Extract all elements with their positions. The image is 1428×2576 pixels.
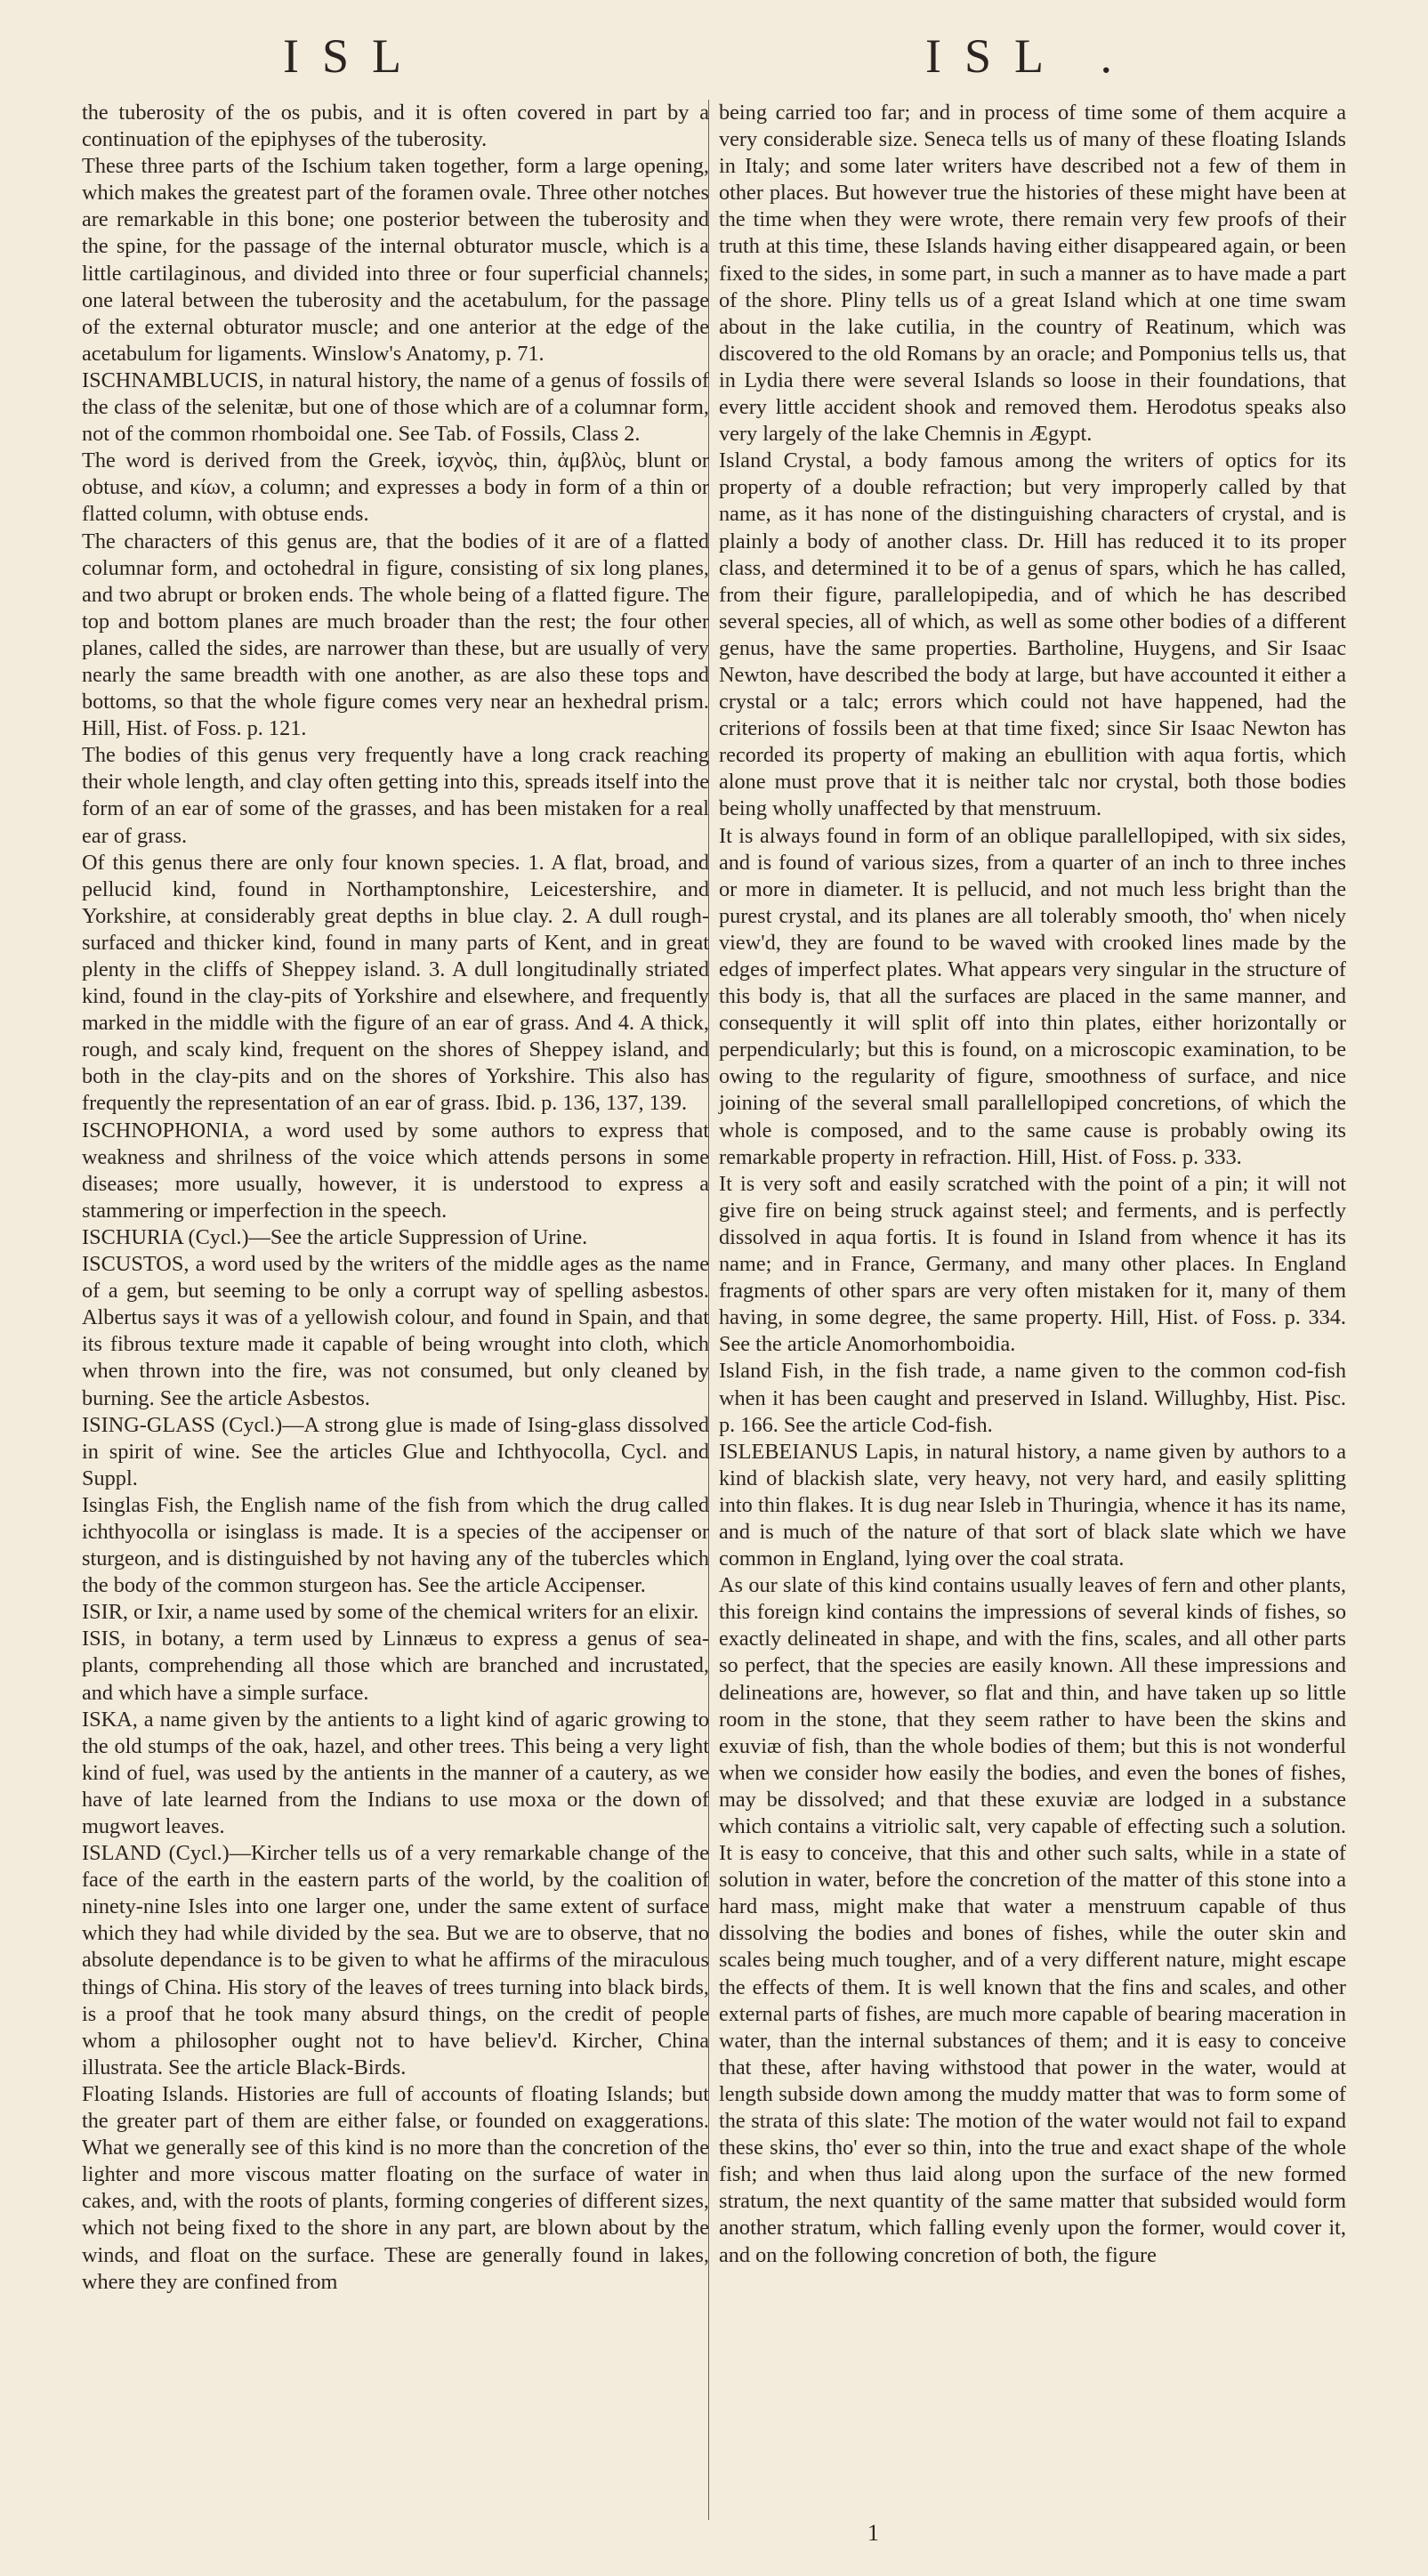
- signature-mark: 1: [867, 2520, 879, 2546]
- entry-island: ISLAND (Cycl.)—Kircher tells us of a very remarkable change of the face of the earth in the eastern parts of the world, by the coalition of ninety-nine Isles into one larger one, under the same extent of surface which they had while divided by the sea. But we are to observe, that no absolute dependance is to be given to what he affirms of the miraculous things of China. His story of the leaves of trees turning into black birds, is a proof that he took many absurd things, on the credit of people whom a philosopher ought not to have believ'd. Kircher, China illustrata. See the article Black-Birds.: [82, 1841, 709, 2079]
- paragraph: It is always found in form of an oblique parallellopiped, with six sides, and is found of various sizes, from a quarter of an inch to three inches or more in diameter. It is pellucid, and not much less bright than the purest crystal, and its planes are all tolerably smooth, tho' when nicely view'd, they are found to be waved with crooked lines made by the edges of imperfect plates. What appears very singular in the structure of this body is, that all the surfaces are placed in the same manner, and consequently it will split off into thin plates, either horizontally or perpendicularly; but this is found, on a microscopic examination, to be owing to the regularity of figure, smoothness of surface, and nice joining of the several small parallellopiped concretions, of which the whole is composed, and to the same cause is probably owing its remarkable property in refraction. Hill, Hist. of Foss. p. 333.: [719, 823, 1346, 1169]
- entry-ising-glass: ISING-GLASS (Cycl.)—A strong glue is made of Ising-glass dissolved in spirit of wine. See the articles Glue and Ichthyocolla, Cycl. and Suppl.: [82, 1412, 709, 1490]
- entry-isir: ISIR, or Ixir, a name used by some of the chemical writers for an elixir.: [82, 1600, 699, 1625]
- entry-iscustos: ISCUSTOS, a word used by the writers of the middle ages as the name of a gem, but seeming to be only a corrupt way of spelling asbestos. Albertus says it was of a yellowish colour, and found in Spain, and that its fibrous texture made it capable of being wrought into cloth, which when thrown into the fire, was not consumed, but only cleaned by burning. See the article Asbestos.: [82, 1252, 709, 1410]
- paragraph: being carried too far; and in process of time some of them acquire a very considerable size. Seneca tells us of many of these floating Islands in Italy; and some later writers have described not a few of them in other places. But however true the histories of these might have been at the time when they were wrote, there remain very few proofs of their truth at this time, these Islands having either disappeared again, or been fixed to the sides, in some part, in such a manner as to have made a part of the shore. Pliny tells us of a great Island which at one time swam about in the lake cutilia, in the country of Reatinum, which was discovered to the old Romans by an oracle; and Pomponius tells us, that in Lydia there were several Islands so loose in their foundations, that every little accident shook and removed them. Herodotus speaks also very largely of the lake Chemnis in Ægypt.: [719, 101, 1346, 447]
- entry-ischuria: ISCHURIA (Cycl.)—See the article Suppression of Urine.: [82, 1224, 588, 1249]
- entry-floating-islands: Floating Islands. Histories are full of accounts of floating Islands; but the greater part of them are either false, or founded on exaggerations. What we generally see of this kind is no more than the concretion of the lighter and more viscous matter floating on the surface of water in cakes, and, with the roots of plants, forming congeries of different sizes, which not being fixed to the shore in any part, are blown about by the winds, and float on the surface. These are generally found in lakes, where they are confined from: [82, 2081, 709, 2294]
- paragraph: It is very soft and easily scratched with the point of a pin; it will not give fire on being struck against steel; and ferments, and is perfectly dissolved in aqua fortis. It is found in Island from whence it has its name; and in France, Germany, and many other places. In England fragments of other spars are very often mistaken for it, many of them having, in some degree, the same property. Hill, Hist. of Foss. p. 334. See the article Anomorhomboidia.: [719, 1171, 1346, 1357]
- entry-islebeianus: ISLEBEIANUS Lapis, in natural history, a name given by authors to a kind of blackish slate, very heavy, not very hard, and easily splitting into thin flakes. It is dug near Isleb in Thuringia, whence it has its name, and is much of the nature of that sort of black slate which we have common in England, lying over the coal strata.: [719, 1439, 1346, 1571]
- entry-island-crystal: Island Crystal, a body famous among the writers of optics for its property of a double refraction; but very improperly called by that name, as it has none of the distinguishing characters of crystal, and is plainly a body of another class. Dr. Hill has reduced it to its proper class, and determined it to be of a genus of spars, which he has called, from their figure, parallelopipedia, and of which he has described several species, all of which, as well as some other bodies of a different genus, have the same properties. Bartholine, Huygens, and Sir Isaac Newton, have described the body at large, but have accounted it either a crystal or a talc; errors which could not have happened, had the criterions of fossils been at that time fixed; since Sir Isaac Newton has recorded its property of making an ebullition with aqua fortis, which alone must prove that it is neither talc nor crystal, both those bodies being wholly unaffected by that menstruum.: [719, 448, 1346, 821]
- header-right: ISL .: [925, 29, 1135, 83]
- entry-isis: ISIS, in botany, a term used by Linnæus to express a genus of sea-plants, comprehending all those which are branched and incrustated, and which have a simple surface.: [82, 1627, 709, 1705]
- right-column: [719, 100, 1346, 2269]
- entry-ischnophonia: ISCHNOPHONIA, a word used by some authors to express that weakness and shrilness of the voice which attends persons in some diseases; more usually, however, it is understood to express a stammering or imperfection in the speech.: [82, 1118, 709, 1223]
- paragraph: As our slate of this kind contains usually leaves of fern and other plants, this foreign kind contains the impressions of several kinds of fishes, so exactly delineated in shape, and with the fins, scales, and all other parts so perfect, that the species are easily known. All these impressions and delineations are, however, so flat and thin, and have taken up so little room in the stone, that they seem rather to have been the skins and exuviæ of fish, than the whole bodies of them; but this is not wonderful when we consider how easily the bodies, and even the bones of fishes, may be dissolved; and that these exuviæ are lodged in a substance which contains a vitriolic salt, very capable of effecting such a solution. It is easy to conceive, that this and other such salts, while in a state of solution in water, before the concretion of the matter of this stone into a hard mass, might make that water a menstruum capable of thus dissolving the bodies and bones of fishes, while the outer skin and scales being much tougher, and of a very different nature, might escape the effects of them. It is well known that the fins and scales, and other external parts of fishes, are much more capable of bearing maceration in water, than the internal substances of them; and it is easy to conceive that these, after having withstood that power in the water, would at length subside down among the muddy matter that was to form some of the strata of this slate: The motion of the water would not fail to expand these skins, tho' ever so thin, into the true and exact shape of the whole fish; and when thus laid along upon the surface of the new formed stratum, the next quantity of the same matter that subsided would form another stratum, which falling evenly upon the former, would cover it, and on the following concretion of both, the figure: [719, 1573, 1346, 2267]
- entry-isinglas-fish: Isinglas Fish, the English name of the fish from which the drug called ichthyocolla or isinglass is made. It is a species of the accipenser or sturgeon, and is distinguished by not having any of the tubercles which the body of the common sturgeon has. See the article Accipenser.: [82, 1492, 709, 1598]
- entry-ischnamblucis: ISCHNAMBLUCIS, in natural history, the name of a genus of fossils of the class of the selenitæ, but one of those which are of a columnar form, not of the common rhomboidal one. See Tab. of Fossils, Class 2.: [82, 367, 709, 447]
- paragraph: The word is derived from the Greek, ἰσχνὸς, thin, ἀμβλὺς, blunt or obtuse, and κίων, a column; and expresses a body in form of a thin or flatted column, with obtuse ends.: [82, 448, 709, 527]
- paragraph: Of this genus there are only four known species. 1. A flat, broad, and pellucid kind, found in Northamptonshire, Leicestershire, and Yorkshire, at considerably great depths in blue clay. 2. A dull rough-surfaced and thicker kind, found in many parts of Kent, and in great plenty in the cliffs of Sheppey island. 3. A dull longitudinally striated kind, found in the clay-pits of Yorkshire and elsewhere, and frequently marked in the middle with the figure of an ear of grass. And 4. A thick, rough, and scaly kind, frequent on the shores of Sheppey island, and both in the clay-pits and on the shores of Yorkshire. This also has frequently the representation of an ear of grass. Ibid. p. 136, 137, 139.: [82, 850, 709, 1116]
- paragraph: the tuberosity of the os pubis, and it is often covered in part by a continuation of the epiphyses of the tuberosity.: [82, 101, 709, 152]
- entry-iska: ISKA, a name given by the antients to a light kind of agaric growing to the old stumps of the oak, hazel, and other trees. This being a very light kind of fuel, was used by the antients in the manner of a cautery, as we have of late learned from the Indians to use moxa or the down of mugwort leaves.: [82, 1707, 709, 1838]
- paragraph: The characters of this genus are, that the bodies of it are of a flatted columnar form, and octohedral in figure, consisting of six long planes, and two abrupt or broken ends. The whole being of a flatted figure. The top and bottom planes are much broader than the rest; the four other planes, called the sides, are narrower than these, but are usually of very nearly the same breadth with one another, as are also these tops and bottoms, so that the whole figure comes very near an hexhedral prism. Hill, Hist. of Foss. p. 121.: [82, 529, 709, 741]
- entry-island-fish: Island Fish, in the fish trade, a name given to the common cod-fish when it has been caught and preserved in Island. Willughby, Hist. Pisc. p. 166. See the article Cod-fish.: [719, 1359, 1346, 1437]
- header-left: ISL: [283, 29, 424, 83]
- left-column: [82, 100, 709, 2296]
- paragraph: The bodies of this genus very frequently have a long crack reaching their whole length, and clay often getting into this, spreads itself into the form of an ear of some of the grasses, and has been mistaken for a real ear of grass.: [82, 743, 709, 848]
- running-header: [0, 20, 1428, 91]
- paragraph: These three parts of the Ischium taken together, form a large opening, which makes the greatest part of the foramen ovale. Three other notches are remarkable in this bone; one posterior between the tuberosity and the spine, for the passage of the internal obturator muscle, which is a little cartilaginous, and divided into three or four superficial channels; one lateral between the tuberosity and the acetabulum, for the passage of the external obturator muscle; and one anterior at the edge of the acetabulum for ligaments. Winslow's Anatomy, p. 71.: [82, 154, 709, 366]
